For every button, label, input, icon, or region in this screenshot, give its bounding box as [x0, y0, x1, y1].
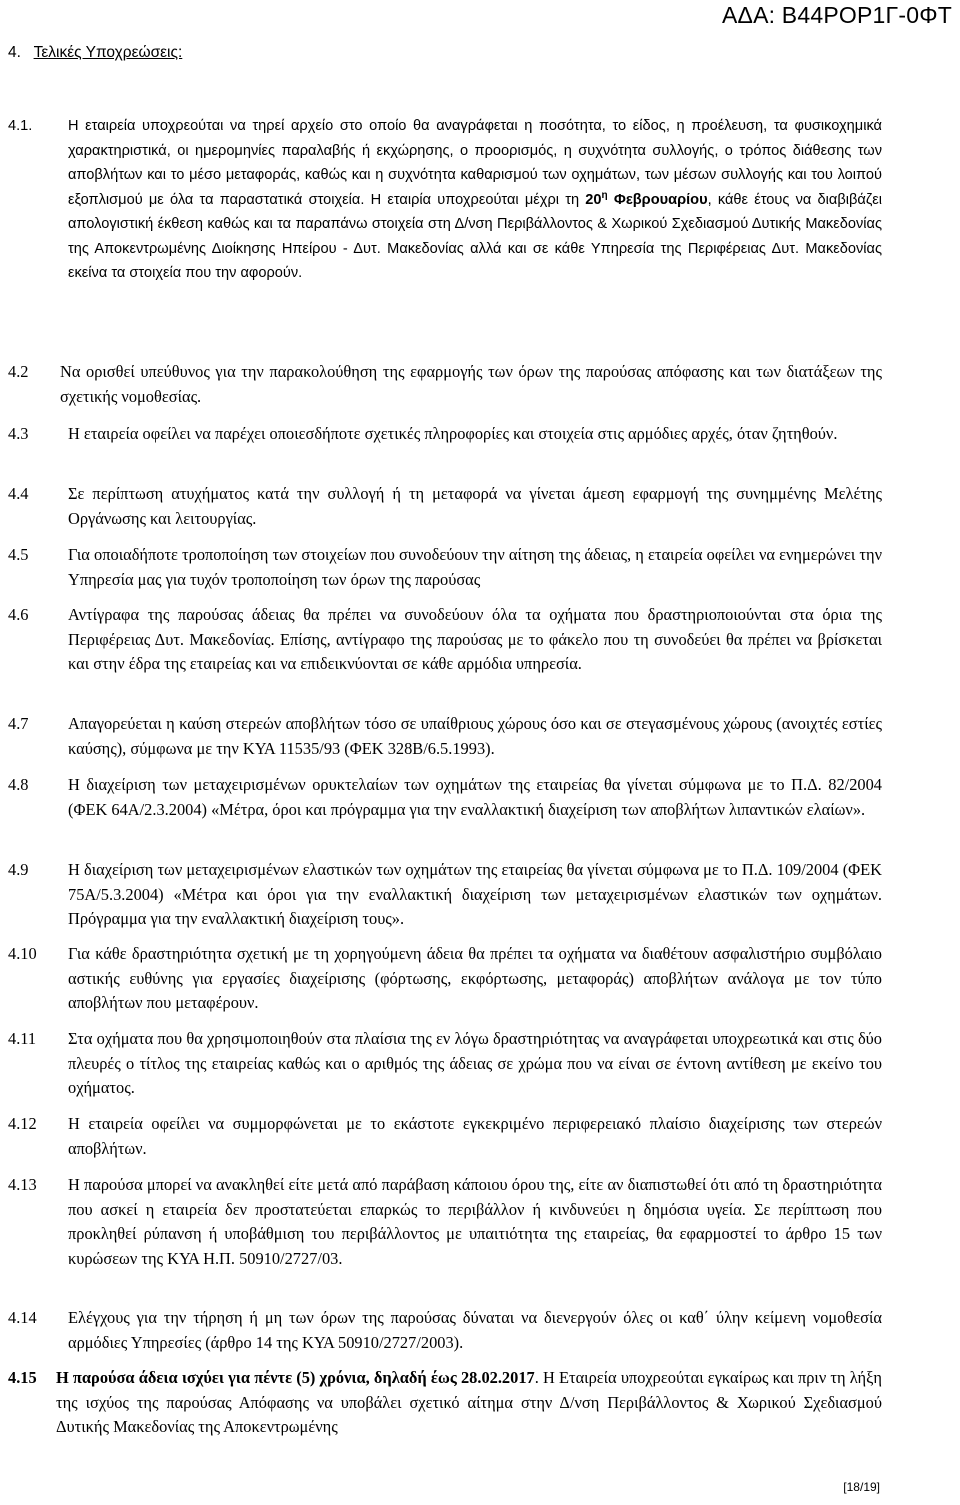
- paragraph-4-4: [8, 482, 882, 531]
- item-text: Η παρούσα μπορεί να ανακληθεί είτε μετά από παράβαση κάποιου όρου της, είτε αν διαπιστωθεί ότι από τη δραστηριότητα που ασκεί η εταιρεία δεν προστατεύεται επαρκώς το περιβάλλον ή κινδυνεύει η δημόσια υγεία. Σε περίπτωση που προκληθεί ρύπανση ή υποβάθμιση του περιβάλλοντος με υπαιτιότητα της εταιρείας, θα εφαρμοστεί το άρθρο 15 των κυρώσεων της ΚΥΑ Η.Π. 50910/2727/03.: [68, 1175, 882, 1268]
- item-text: Η εταιρεία οφείλει να παρέχει οποιεσδήποτε σχετικές πληροφορίες και στοιχεία στις αρμόδιες αρχές, όταν ζητηθούν.: [68, 424, 838, 443]
- item-text: [56, 1366, 882, 1440]
- item-text: [68, 114, 882, 286]
- item-text-part-c: , κάθε έτους να διαβιβάζει απολογιστική έκθεση καθώς και τα παραπάνω στοιχεία στη Δ/νση Περιβάλλοντος & Χωρικού Σχεδιασμού Δυτικής Μακεδονίας της Αποκεντρωμένης Διοίκησης Ηπείρου - Δυτ. Μακεδονίας αλλά και σε κάθε Υπηρεσία της Περιφέρειας Δυτ. Μακεδονίας εκείνα τα στοιχεία που την αφορούν.: [68, 191, 883, 281]
- paragraph-4-15: [8, 1366, 882, 1440]
- item-number: 4.14: [8, 1308, 37, 1327]
- paragraph-4-11: [8, 1027, 882, 1101]
- paragraph-4-9: [8, 858, 882, 932]
- item-number: 4.4: [8, 484, 29, 503]
- page-number: [18/19]: [843, 1480, 880, 1494]
- deadline-date: $20^\eta$: [585, 189, 608, 208]
- item-number: 4.8: [8, 775, 29, 794]
- item-text: Απαγορεύεται η καύση στερεών αποβλήτων τόσο σε υπαίθριους χώρους όσο και σε στεγασμένους χώρους (ανοιχτές εστίες καύσης), σύμφωνα με την ΚΥΑ 11535/93 (ΦΕΚ 328Β/6.5.1993).: [68, 714, 882, 758]
- item-text: Ελέγχους για την τήρηση ή μη των όρων της παρούσας δύναται να διενεργούν όλες οι καθ΄ ύλην κείμενη νομοθεσία αρμόδιες Υπηρεσίες (άρθρο 14 της ΚΥΑ 50910/2727/2003).: [68, 1308, 882, 1352]
- item-text: Για οποιαδήποτε τροποποίηση των στοιχείων που συνοδεύουν την αίτηση της άδειας, η εταιρεία οφείλει να ενημερώνει την Υπηρεσία μας για τυχόν τροποποίηση των όρων της παρούσας: [68, 545, 882, 589]
- paragraph-4-1: [8, 114, 882, 286]
- item-text-rest: . Η Εταιρεία υποχρεούται εγκαίρως και πριν τη λήξη της ισχύος της παρούσας Απόφασης να υποβάλει σχετικό αίτημα στην Δ/νση Περιβάλλοντος & Χωρικού Σχεδιασμού Δυτικής Μακεδονίας της Αποκεντρωμένης: [56, 1368, 882, 1436]
- item-number: 4.13: [8, 1175, 37, 1194]
- item-number: 4.3: [8, 424, 29, 443]
- item-text: Σε περίπτωση ατυχήματος κατά την συλλογή ή τη μεταφορά να γίνεται άμεση εφαρμογή της συνημμένης Μελέτης Οργάνωσης και λειτουργίας.: [68, 484, 882, 528]
- item-number: 4.5: [8, 545, 29, 564]
- paragraph-4-10: [8, 942, 882, 1016]
- paragraph-4-3: [8, 422, 882, 447]
- item-number: 4.12: [8, 1114, 37, 1133]
- item-text: Η εταιρεία οφείλει να συμμορφώνεται με το εκάστοτε εγκεκριμένο περιφερειακό πλαίσιο διαχείρισης των στερεών αποβλήτων.: [68, 1114, 882, 1158]
- item-number: 4.11: [8, 1029, 37, 1048]
- section-number: 4.: [8, 44, 21, 61]
- paragraph-4-8: [8, 773, 882, 822]
- item-number: 4.1.: [8, 118, 33, 134]
- item-text: Αντίγραφα της παρούσας άδειας θα πρέπει να συνοδεύουν όλα τα οχήματα που δραστηριοποιούνται στα όρια της Περιφέρειας Δυτ. Μακεδονίας. Επίσης, αντίγραφο της παρούσας με το φάκελο που τη συνοδεύει θα πρέπει να βρίσκεται και στην έδρα της εταιρείας και να επιδεικνύονται σε κάθε αρμόδια υπηρεσία.: [68, 605, 882, 673]
- item-text: Στα οχήματα που θα χρησιμοποιηθούν στα πλαίσια της εν λόγω δραστηριότητας να αναγράφεται υποχρεωτικά και στις δύο πλευρές ο τίτλος της εταιρείας καθώς και ο αριθμός της άδειας σε χρώμα που να είναι σε έντονη αντίθεση με εκείνο του οχήματος.: [68, 1029, 882, 1097]
- item-number: 4.15: [8, 1368, 37, 1387]
- paragraph-4-5: [8, 543, 882, 592]
- item-text: Για κάθε δραστηριότητα σχετική με τη χορηγούμενη άδεια θα πρέπει τα οχήματα να διαθέτουν ασφαλιστήριο συμβόλαιο αστικής ευθύνης για εργασίες διαχείρισης (φόρτωσης, εκφόρτωσης, μεταφοράς) αποβλήτων ανάλογα με τον τύπο αποβλήτων που μεταφέρουν.: [68, 944, 882, 1012]
- paragraph-4-12: [8, 1112, 882, 1161]
- section-title: Τελικές Υποχρεώσεις:: [33, 44, 183, 61]
- item-number: 4.10: [8, 944, 37, 963]
- item-number: 4.6: [8, 605, 29, 624]
- paragraph-4-13: [8, 1173, 882, 1271]
- validity-statement: Η παρούσα άδεια ισχύει για πέντε (5) χρόνια, δηλαδή έως 28.02.2017: [56, 1368, 535, 1387]
- paragraph-4-2: [8, 360, 882, 409]
- item-number: 4.9: [8, 860, 29, 879]
- item-text: Η διαχείριση των μεταχειρισμένων ελαστικών των οχημάτων της εταιρείας θα γίνεται σύμφωνα με το Π.Δ. 109/2004 (ΦΕΚ 75Α/5.3.2004) «Μέτρα και όροι για την εναλλακτική διαχείριση των μεταχειρισμένων ελαστικών των οχημάτων. Πρόγραμμα για την εναλλακτική διαχείριση τους».: [68, 860, 882, 928]
- item-number: 4.7: [8, 714, 29, 733]
- paragraph-4-7: [8, 712, 882, 761]
- deadline-month: Φεβρουαρίου: [613, 191, 708, 208]
- item-text-part-a: Η εταιρεία υποχρεούται να τηρεί αρχείο στο οποίο θα αναγράφεται η ποσότητα, το είδος, η προέλευση, τα φυσικοχημικά χαρακτηριστικά, οι ημερομηνίες παραλαβής ή εκχώρησης, ο προορισμός, η συχνότητα συλλογής, ο τρόπος διάθεσης των αποβλήτων και το μέσο μεταφοράς, καθώς και η συχνότητα καθαρισμού των οχημάτων, των μέσων συλλογής και του λοιπού εξοπλισμού με όλα τα παραστατικά στοιχεία.: [68, 118, 882, 208]
- item-text: Να ορισθεί υπεύθυνος για την παρακολούθηση της εφαρμογής των όρων της παρούσας απόφασης και των διατάξεων της σχετικής νομοθεσίας.: [60, 362, 882, 406]
- section-heading: [8, 44, 182, 62]
- paragraph-4-6: [8, 603, 882, 677]
- item-text-part-b: Η εταιρία υποχρεούται μέχρι τη: [370, 191, 580, 208]
- item-text: Η διαχείριση των μεταχειρισμένων ορυκτελαίων των οχημάτων της εταιρείας θα γίνεται σύμφωνα με το Π.Δ. 82/2004 (ΦΕΚ 64Α/2.3.2004) «Μέτρα, όροι και πρόγραμμα για την εναλλακτική διαχείριση των αποβλήτων λιπαντικών ελαίων».: [68, 775, 882, 819]
- ada-code: ΑΔΑ: Β44ΡΟΡ1Γ-0ΦΤ: [721, 2, 952, 28]
- paragraph-4-14: [8, 1306, 882, 1355]
- item-number: 4.2: [8, 362, 29, 381]
